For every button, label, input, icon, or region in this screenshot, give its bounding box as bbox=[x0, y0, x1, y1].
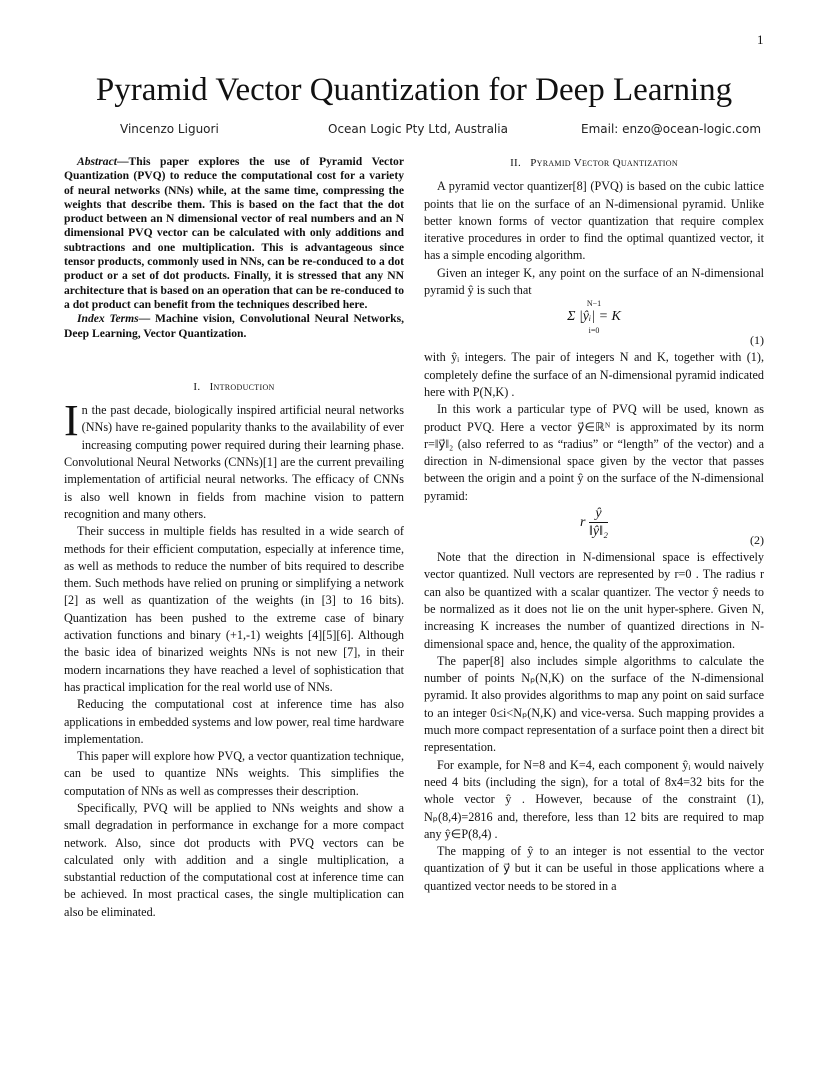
author-affiliation: Ocean Logic Pty Ltd, Australia bbox=[328, 122, 508, 136]
section-number: I. bbox=[193, 380, 201, 393]
abstract-text: —This paper explores the use of Pyramid Vector Quantization (PVQ) to reduce the computational cost for a variety of neural networks (NNs) while, at the same time, compressing the weights that describe them. This is based on the fact that the dot product between an N dimensional vector of real numbers and an N dimensional PVQ vector can be calculated with only additions and subtractions and one multiplication. This is advantageous since tensor products, commonly used in NNs, can be re-conduced to a dot product or a set of dot products. Finally, it is stressed that any NN architecture that is based on an operation that can be re-conduced to a dot product can benefit from the techniques described here. bbox=[64, 155, 404, 311]
fraction-denominator: ‖ŷ‖₂ bbox=[589, 524, 608, 540]
sum-upper-limit: N−1 bbox=[586, 299, 602, 309]
equation-1-body: Σ |ŷᵢ| = K bbox=[567, 309, 621, 325]
intro-paragraph-3: Reducing the computational cost at inference time has also applications in embedded systems and low power, real time hardware implementation. bbox=[64, 697, 404, 746]
pvq-paragraph-7: For example, for N=8 and K=4, each component ŷᵢ would naively need 4 bits (including the sign), for a total of 8x4=32 bits for the whole vector ŷ . However, because of the constraint (1), Nₚ(8,4)=2816 and, therefore, less than 12 bits are required to map any ŷ∈P(8,4) . bbox=[424, 757, 764, 841]
intro-paragraph-5: Specifically, PVQ will be applied to NNs weights and show a small degradation in performance in exchange for a more compact network. Also, since dot products with PVQ vectors can be calculated only with addition and a single multiplication, a substantial reduction of the computational cost at inference time can be achieved. In most practical cases, the single multiplication can also be eliminated. bbox=[64, 800, 404, 919]
abstract bbox=[64, 155, 404, 312]
paragraph-text: n the past decade, biologically inspired artificial neural networks (NNs) have re-gained popularity thanks to the availability of ever increasing computing power required during their learning phase. Convolutional Neural Networks (CNNs)[1] are the current prevailing implementation of artificial neural networks. The efficacy of CNNs is also well known in fields from machine vision to pattern recognition and many others. bbox=[64, 403, 404, 521]
pvq-paragraph-5: Note that the direction in N-dimensional space is effectively vector quantized. Null vectors are represented by r=0 . The radius r can also be quantized with a scalar quantizer. The vector ŷ needs to be normalized as it does not lie on the unit hyper-sphere. Given N, increasing K increases the number of quantized directions in N-dimensional space and, hence, the quality of the approximation. bbox=[424, 550, 764, 651]
section-2-heading bbox=[424, 155, 764, 172]
equation-1 bbox=[424, 299, 764, 349]
fraction-numerator: ŷ bbox=[589, 505, 608, 523]
intro-paragraph-2: Their success in multiple fields has resulted in a wide search of methods for their efficient computation, especially at inference time, as well as methods to reduce the number of bits required to describe them. Such methods have relied on pruning or simplifying a network [2] as well as quantization of the weights (in [3] to 16 bits). Quantization has been pushed to the extreme case of binary activation functions and binary (+1,-1) weights [4][5][6]. Although the basic idea of binarized weights NNs is not new [7], in their modern incarnations they have reached a level of sophistication that has practical implication for the real world use of NNs. bbox=[64, 524, 404, 694]
index-terms bbox=[64, 312, 404, 341]
section-1-heading bbox=[64, 379, 404, 396]
pvq-paragraph-1: A pyramid vector quantizer[8] (PVQ) is based on the cubic lattice points that lie on the surface of an N-dimensional pyramid. Unlike better known forms of vector quantization that require complex iterative procedures in order to find the optimal quantized vector, it has a simple encoding algorithm. bbox=[424, 179, 764, 263]
pvq-paragraph-3: with ŷᵢ integers. The pair of integers N and K, together with (1), completely define the surface of an N-dimensional pyramid indicated here with P(N,K) . bbox=[424, 350, 764, 399]
equation-2-number: (2) bbox=[750, 532, 764, 547]
index-terms-text: — Machine vision, Convolutional Neural Networks, Deep Learning, Vector Quantization. bbox=[64, 312, 404, 340]
pvq-paragraph-8: The mapping of ŷ to an integer is not essential to the vector quantization of y⃗ but it can be useful in those applications where a quantized vector needs to be stored in a bbox=[424, 844, 764, 893]
abstract-label: Abstract bbox=[77, 155, 117, 168]
intro-paragraph-1 bbox=[64, 396, 404, 523]
page-number: 1 bbox=[757, 32, 764, 47]
equation-2-radius: r bbox=[580, 515, 586, 531]
equation-1-number: (1) bbox=[750, 333, 764, 348]
pvq-paragraph-6: The paper[8] also includes simple algorithms to calculate the number of points Nₚ(N,K) on the surface of the N-dimensional pyramid. It also provides algorithms to map any point on said surface to an integer 0≤i<Nₚ(N,K) and vice-versa. Such mapping provides a much more compact representation of a surface point then a direct bit representation. bbox=[424, 653, 764, 755]
left-column bbox=[64, 155, 404, 921]
intro-paragraph-4: This paper will explore how PVQ, a vector quantization technique, can be used to quantize NNs weights. This simplifies the computation of NNs as well as compresses their description. bbox=[64, 749, 404, 798]
section-number: II. bbox=[510, 157, 522, 169]
pvq-paragraph-2: Given an integer K, any point on the surface of an N-dimensional pyramid ŷ is such that bbox=[424, 265, 764, 298]
right-column bbox=[424, 155, 764, 895]
author-email: Email: enzo@ocean-logic.com bbox=[581, 122, 762, 136]
equation-2 bbox=[424, 505, 764, 549]
author-name: Vincenzo Liguori bbox=[120, 122, 219, 136]
drop-cap: I bbox=[64, 396, 79, 446]
section-title: Introduction bbox=[209, 380, 275, 393]
section-title: Pyramid Vector Quantization bbox=[530, 157, 678, 169]
sum-lower-limit: i=0 bbox=[588, 325, 600, 335]
pvq-paragraph-4: In this work a particular type of PVQ will be used, known as product PVQ. Here a vector y⃗∈ℝᴺ is approximated by its norm r=‖y⃗‖₂ (also referred to as “radius” or “length” of the vector) and a direction in N-dimensional space given by the vector that passes between the origin and a point ŷ on the surface of the N-dimensional pyramid: bbox=[424, 402, 764, 503]
index-terms-label: Index Terms bbox=[77, 312, 139, 326]
paper-title: Pyramid Vector Quantization for Deep Learning bbox=[95, 72, 733, 108]
equation-2-fraction bbox=[589, 505, 608, 541]
